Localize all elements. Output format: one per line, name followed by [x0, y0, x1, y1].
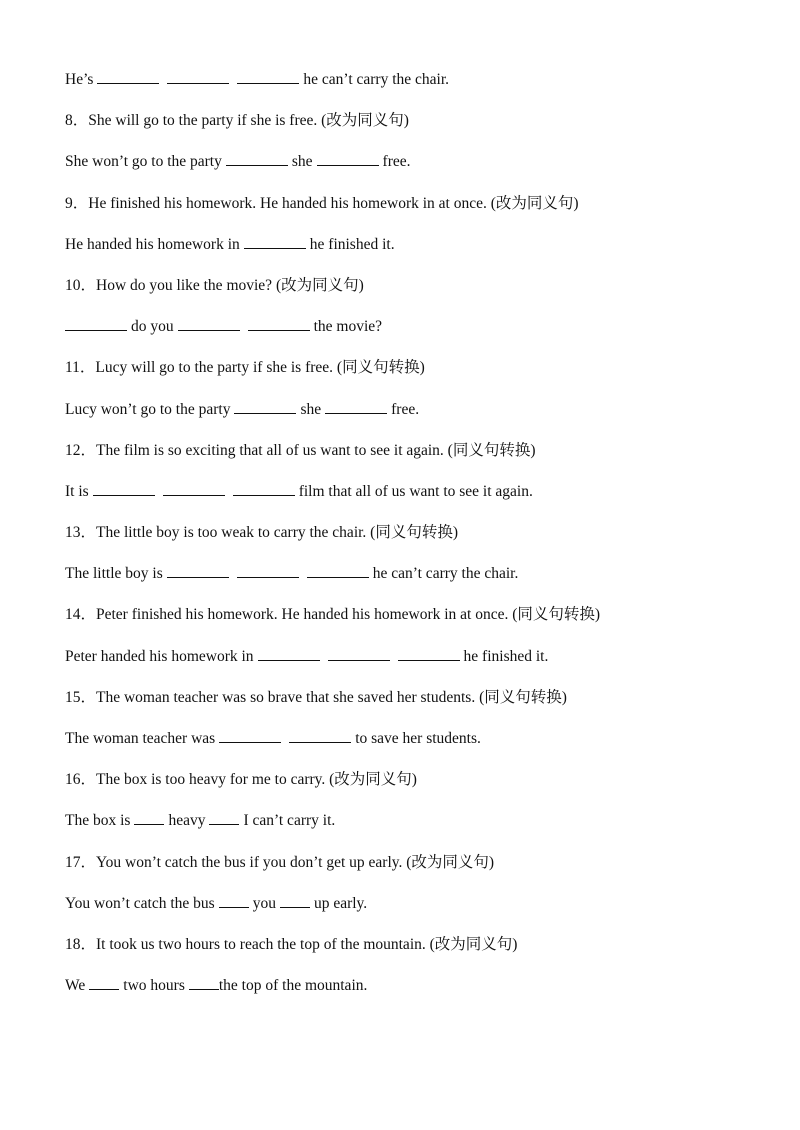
answer-blank[interactable]	[65, 314, 127, 331]
answer-blank[interactable]	[237, 67, 299, 84]
answer-blank[interactable]	[167, 67, 229, 84]
answer-text: two hours	[123, 977, 185, 995]
answer-line	[65, 971, 765, 1012]
question-text: 16．The box is too heavy for me to carry. (改为同义句)	[65, 771, 417, 789]
answer-text: she	[300, 400, 322, 418]
answer-blank[interactable]	[134, 808, 164, 825]
answer-text: You won’t catch the bus	[65, 894, 215, 912]
answer-blank[interactable]	[234, 397, 296, 414]
answer-line	[65, 477, 765, 518]
answer-line	[65, 230, 765, 271]
answer-text: The woman teacher was	[65, 730, 216, 747]
question-line	[65, 765, 765, 806]
answer-text: you	[252, 894, 276, 912]
answer-blank[interactable]	[325, 397, 387, 414]
answer-blank[interactable]	[89, 973, 119, 990]
question-line	[65, 683, 765, 724]
answer-blank[interactable]	[398, 644, 460, 661]
question-text: 10．How do you like the movie? (改为同义句)	[65, 276, 364, 294]
question-text: 18．It took us two hours to reach the top of the mountain. (改为同义句)	[65, 935, 518, 953]
answer-line	[65, 65, 765, 106]
question-text: 8．She will go to the party if she is free. (改为同义句)	[65, 112, 409, 130]
question-text: 17．You won’t catch the bus if you don’t get up early. (改为同义句)	[65, 853, 495, 871]
question-text: 15．The woman teacher was so brave that she saved her students. (同义句转换)	[65, 688, 567, 706]
answer-blank[interactable]	[219, 891, 249, 908]
answer-line	[65, 395, 765, 436]
answer-text: he can’t carry the chair.	[372, 565, 519, 583]
answer-text: The box is	[65, 812, 131, 830]
answer-blank[interactable]	[163, 479, 225, 496]
question-line	[65, 271, 765, 312]
answer-line	[65, 147, 765, 188]
question-line	[65, 518, 765, 559]
answer-blank[interactable]	[248, 314, 310, 331]
answer-text: Lucy won’t go to the party	[65, 400, 231, 418]
answer-blank[interactable]	[317, 149, 379, 166]
answer-text: he finished it.	[309, 235, 395, 253]
answer-blank[interactable]	[167, 561, 229, 578]
answer-text: Peter handed his homework in	[65, 647, 254, 665]
question-line	[65, 848, 765, 889]
question-line	[65, 353, 765, 394]
answer-text: do you	[131, 318, 174, 336]
answer-text: free.	[382, 153, 411, 171]
question-line	[65, 106, 765, 147]
answer-text: film that all of us want to see it again.	[298, 482, 533, 500]
answer-text: I can’t carry it.	[243, 812, 336, 830]
answer-text: he finished it.	[463, 647, 549, 665]
answer-text: He’s	[65, 71, 94, 88]
answer-line	[65, 642, 765, 683]
answer-line	[65, 724, 765, 765]
answer-text: up early.	[313, 894, 368, 912]
exercise-list	[65, 65, 765, 1012]
answer-text: he can’t carry the chair.	[303, 71, 450, 88]
answer-blank[interactable]	[226, 149, 288, 166]
answer-blank[interactable]	[237, 561, 299, 578]
answer-blank[interactable]	[97, 67, 159, 84]
answer-text: to save her students.	[355, 730, 481, 747]
question-line	[65, 930, 765, 971]
answer-text: heavy	[168, 812, 206, 830]
answer-blank[interactable]	[258, 644, 320, 661]
answer-text: the top of the mountain.	[218, 977, 368, 995]
answer-blank[interactable]	[233, 479, 295, 496]
answer-text: He handed his homework in	[65, 235, 240, 253]
question-text: 14．Peter finished his homework. He handed his homework in at once. (同义句转换)	[65, 606, 601, 624]
question-text: 12．The film is so exciting that all of us want to see it again. (同义句转换)	[65, 441, 536, 459]
answer-line	[65, 806, 765, 847]
answer-blank[interactable]	[189, 973, 219, 990]
question-line	[65, 189, 765, 230]
answer-text: We	[65, 977, 86, 995]
answer-text: free.	[391, 400, 420, 418]
answer-line	[65, 559, 765, 600]
answer-line	[65, 889, 765, 930]
answer-blank[interactable]	[93, 479, 155, 496]
question-line	[65, 436, 765, 477]
question-text: 11．Lucy will go to the party if she is free. (同义句转换)	[65, 359, 425, 377]
answer-blank[interactable]	[289, 726, 351, 743]
answer-text: It is	[65, 482, 89, 500]
answer-text: She won’t go to the party	[65, 153, 222, 171]
answer-blank[interactable]	[280, 891, 310, 908]
answer-blank[interactable]	[209, 808, 239, 825]
answer-blank[interactable]	[244, 232, 306, 249]
answer-blank[interactable]	[307, 561, 369, 578]
answer-blank[interactable]	[219, 726, 281, 743]
question-text: 9．He finished his homework. He handed his homework in at once. (改为同义句)	[65, 194, 579, 212]
question-text: 13．The little boy is too weak to carry the chair. (同义句转换)	[65, 524, 459, 542]
answer-text: the movie?	[313, 318, 383, 336]
answer-text: The little boy is	[65, 565, 163, 583]
answer-line	[65, 312, 765, 353]
answer-blank[interactable]	[328, 644, 390, 661]
question-line	[65, 600, 765, 641]
answer-blank[interactable]	[178, 314, 240, 331]
answer-text: she	[291, 153, 313, 171]
